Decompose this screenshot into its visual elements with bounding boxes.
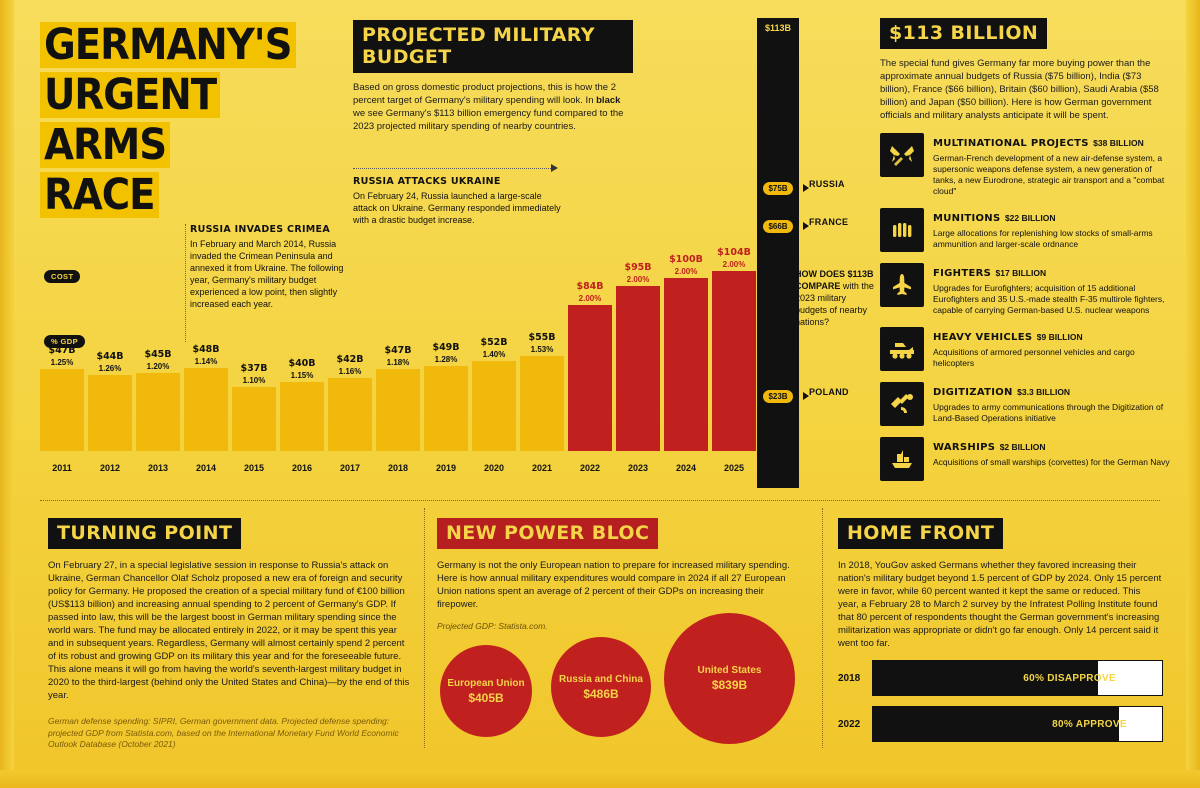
spend-text: [933, 382, 1170, 426]
bar: [520, 356, 564, 451]
circle-name: United States: [697, 665, 762, 676]
circle-value: $839B: [711, 678, 748, 692]
spend-item: [880, 133, 1170, 197]
bar: [40, 369, 84, 451]
spend-title: MULTINATIONAL PROJECTS: [933, 138, 1089, 149]
bar: [232, 387, 276, 451]
poll-bar-track: [872, 660, 1163, 696]
bar-year-label: 2024: [675, 463, 697, 473]
home-front-block: [838, 518, 1163, 742]
bar-year-label: 2013: [147, 463, 169, 473]
bar-year-label: 2015: [243, 463, 265, 473]
bar: [712, 271, 756, 451]
bar-gdp-label: 1.26%: [98, 364, 122, 373]
title-line-4: RACE: [40, 172, 159, 218]
spend-amount: $2 BILLION: [999, 442, 1046, 452]
bar-year-label: 2014: [195, 463, 217, 473]
bar-gdp-label: 2.00%: [674, 267, 698, 276]
marker-poland-country: POLAND: [809, 387, 849, 397]
bar-value-label: $47B: [384, 345, 412, 356]
bar-value-label: $47B: [48, 345, 76, 356]
bar-year-label: 2021: [531, 463, 553, 473]
bar-gdp-label: 1.14%: [194, 357, 218, 366]
bar-gdp-label: 2.00%: [578, 294, 602, 303]
bar-gdp-label: 1.10%: [242, 376, 266, 385]
spend-desc: Acquisitions of small warships (corvettes) for the German Navy: [933, 457, 1170, 467]
spend-title: MUNITIONS: [933, 213, 1001, 224]
warship-icon: [880, 437, 924, 481]
marker-russia-value: $75B: [763, 182, 792, 195]
bar-gdp-label: 1.16%: [338, 367, 362, 376]
poll-row: [838, 660, 1163, 696]
bar-value-label: $44B: [96, 351, 124, 362]
annotation-0-arrow-icon: [551, 164, 558, 172]
projected-body-part1: Based on gross domestic product projections, this is how the 2 percent target of Germany's military spending will look. In: [353, 82, 616, 106]
bar-value-label: $55B: [528, 332, 556, 343]
bar-value-label: $52B: [480, 337, 508, 348]
spend-heading-row: [933, 382, 1170, 400]
bar-gdp-label: 2.00%: [626, 275, 650, 284]
bar-year-label: 2025: [723, 463, 745, 473]
spend-desc: Upgrades to army communications through the Digitization of Land-Based Operations initiative: [933, 402, 1164, 423]
bar-gdp-label: 1.40%: [482, 350, 506, 359]
home-front-body: In 2018, YouGov asked Germans whether they favored increasing their nation's military budget beyond 1.5 percent of GDP by 2024. Only 15 percent were in favor, while 60 percent wanted it kept the same or reduced. This year, a February 28 to March 2 survey by the Infratest Polling Institute found that 80 percent of respondents thought the German government's increasing militarization was appropriate or didn't go far enough. Only 14 percent said it went too far.: [838, 560, 1162, 649]
bar-value-label: $104B: [717, 247, 751, 258]
spend-title: HEAVY VEHICLES: [933, 332, 1033, 343]
spend-amount: $38 BILLION: [1093, 138, 1144, 148]
spend-title: WARSHIPS: [933, 442, 996, 453]
bar-year-label: 2011: [52, 463, 72, 473]
bar: [376, 369, 420, 451]
bar-year-label: 2022: [579, 463, 601, 473]
spend-heading-row: [933, 263, 1170, 281]
bar-year-label: 2019: [435, 463, 457, 473]
poll-year: 2022: [838, 718, 861, 730]
projected-budget-body: [353, 81, 633, 133]
spend-text: [933, 263, 1170, 316]
marker-france-country: FRANCE: [809, 217, 849, 227]
column-divider-2: [822, 508, 823, 748]
spend-text: [933, 327, 1170, 371]
military-budget-bar-chart: [40, 247, 760, 485]
billion-intro: The special fund gives Germany far more buying power than the approximate annual budgets of Russia ($75 billion), India ($73 billion), France ($66 billion), Britain ($60 billion), Saudi Arabia ($58 billion) and Japan ($50 billion). Here is how German government officials and military analysts anticipate it will be spent.: [880, 58, 1159, 121]
marker-france: [754, 216, 802, 234]
spend-item: [880, 263, 1170, 316]
annotation-1-body: In February and March 2014, Russia invaded the Crimean Peninsula and annexed it from Ukraine. The following year, Germany's military budget experienced a low point, then slightly increased each year.: [190, 239, 344, 309]
title-line-1: GERMANY'S: [40, 22, 296, 68]
spend-heading-row: [933, 208, 1170, 226]
marker-russia-country: RUSSIA: [809, 179, 845, 189]
spend-amount: $17 BILLION: [995, 268, 1047, 278]
circle-value: $486B: [583, 686, 619, 701]
annotation-russia-attacks-ukraine: [353, 176, 568, 226]
annotation-1-title: RUSSIA INVADES CRIMEA: [190, 224, 330, 235]
compare-note-rest: with the 2023 military budgets of nearby nations?: [795, 281, 874, 327]
circle-united-states: [664, 613, 795, 744]
circle-russia-china: [551, 637, 651, 737]
circle-name: European Union: [447, 677, 525, 689]
annotation-0-body: On February 24, Russia launched a large-scale attack on Ukraine. Germany responded immediately with a drastic budget increase.: [353, 191, 561, 225]
marker-russia: [754, 178, 802, 196]
bar-value-label: $42B: [336, 354, 364, 365]
spend-amount: $22 BILLION: [1004, 213, 1056, 223]
spend-amount: $9 BILLION: [1036, 332, 1083, 342]
compare-note: [795, 268, 880, 328]
bar: [184, 368, 228, 451]
circle-european-union: [440, 645, 532, 737]
billion-heading: $113 BILLION: [880, 18, 1047, 49]
spend-heading-row: [933, 327, 1170, 345]
bar: [568, 305, 612, 451]
bar: [280, 382, 324, 451]
circle-name: Russia and China: [559, 673, 643, 685]
spend-desc: Large allocations for replenishing low stocks of small-arms ammunition and larger-scale ordnance: [933, 228, 1153, 249]
bar-gdp-label: 1.25%: [50, 358, 74, 367]
fighter-jet-icon: [880, 263, 924, 307]
poll-year: 2018: [838, 672, 861, 684]
column-divider-1: [424, 508, 425, 748]
compare-note-bold: HOW DOES $113B COMPARE: [795, 269, 874, 291]
projected-body-part2: we see Germany's $113 billion emergency fund compared to the 2023 projected military spending of nearby countries.: [353, 108, 624, 132]
spend-text: [933, 437, 1170, 481]
projected-body-bold: black: [596, 95, 621, 106]
spend-title: FIGHTERS: [933, 268, 992, 279]
bar: [424, 366, 468, 451]
armored-vehicle-icon: [880, 327, 924, 371]
bar-value-label: $49B: [432, 342, 460, 353]
bar: [328, 378, 372, 451]
legend-cost-pill: COST: [44, 270, 80, 283]
bar-value-label: $95B: [624, 262, 652, 273]
spend-item: [880, 437, 1170, 481]
bar: [136, 373, 180, 451]
new-power-body: Germany is not the only European nation to prepare for increased military spending. Here is how annual military expenditures would compare in 2024 if all 27 European Union nations spent an average of 2 percent of their GDPs on increasing their firepower.: [437, 560, 790, 610]
bar-value-label: $40B: [288, 358, 316, 369]
bar: [88, 375, 132, 451]
bar: [664, 278, 708, 451]
section-divider: [40, 500, 1160, 501]
turning-point-heading: TURNING POINT: [48, 518, 241, 549]
bar-year-label: 2023: [627, 463, 649, 473]
title-line-2: URGENT: [40, 72, 220, 118]
marker-poland: [754, 386, 802, 404]
new-power-heading: NEW POWER BLOC: [437, 518, 658, 549]
satellite-icon: [880, 382, 924, 426]
spend-heading-row: [933, 437, 1170, 455]
spend-item: [880, 208, 1170, 252]
poll-bar-track: [872, 706, 1163, 742]
bar-value-label: $48B: [192, 344, 220, 355]
spend-title: DIGITIZATION: [933, 387, 1013, 398]
bar-gdp-label: 1.15%: [290, 371, 314, 380]
bar-gdp-label: 2.00%: [722, 260, 746, 269]
new-power-source: Projected GDP: Statista.com.: [437, 620, 548, 631]
bar-value-label: $84B: [576, 281, 604, 292]
bar-year-label: 2018: [387, 463, 409, 473]
page-title: [40, 22, 340, 222]
bar: [472, 361, 516, 451]
poll-row: [838, 706, 1163, 742]
spend-text: [933, 208, 1170, 252]
billion-breakdown-panel: [880, 18, 1170, 481]
bar: [616, 286, 660, 451]
spend-text: [933, 133, 1170, 197]
new-power-bloc-block: [437, 518, 807, 631]
left-edge-gradient: [0, 0, 14, 788]
spend-heading-row: [933, 133, 1170, 151]
bar-gdp-label: 1.20%: [146, 362, 170, 371]
bottom-edge-gradient: [0, 770, 1200, 788]
spend-desc: Upgrades for Eurofighters; acquisition of 15 additional Eurofighters and 35 U.S.-made stealth F-35 multirole fighters, capable of carrying German-based U.S. nuclear weapons: [933, 283, 1165, 315]
title-line-3: ARMS: [40, 122, 170, 168]
marker-france-value: $66B: [763, 220, 792, 233]
bar-value-label: $100B: [669, 254, 703, 265]
turning-point-body: On February 27, in a special legislative session in response to Russia's attack on Ukraine, German Chancellor Olaf Scholz proposed a new era of foreign and security policy for Germany. He proposed the creation of a special military fund of €100 billion (US$113 billion) and increasing annual spending to 2 percent of Germany's GDP. If passed into law, this will be the largest boost in German military spending since the world wars. The fund may be allocated entirely in 2022, or it may be spent this year and in subsequent years. Regardless, Germany will almost certainly spend 2 percent of its robust and growing GDP on its military this year and for the foreseeable future. This alone means it will go from having the world's seventh-largest military budget in 2020 to the third-largest (behind only the United States and China)—by the end of this year.: [48, 560, 410, 701]
reference-bar-label: $113B: [764, 23, 792, 33]
home-front-heading: HOME FRONT: [838, 518, 1003, 549]
right-edge-gradient: [1186, 0, 1200, 788]
spend-desc: German-French development of a new air-defense system, a supersonic weapons defense system, a new generation of tanks, a new Eurodrone, strategic air transport and a "combat cloud": [933, 153, 1165, 196]
marker-poland-value: $23B: [763, 390, 792, 403]
annotation-0-leader-line: [353, 168, 553, 169]
circle-value: $405B: [468, 690, 504, 705]
turning-point-source: German defense spending: SIPRI, German government data. Projected defense spending: projected GDP from Statista.com, based on the International Monetary Fund World Economic Outlook Database (October 2021): [48, 716, 399, 749]
bar-gdp-label: 1.28%: [434, 355, 458, 364]
munitions-icon: [880, 208, 924, 252]
legend-gdp-pill: % GDP: [44, 335, 85, 348]
spend-item: [880, 327, 1170, 371]
poll-label: 60% DISAPPROVE: [1023, 672, 1116, 684]
turning-point-block: [48, 518, 410, 751]
bar-year-label: 2012: [99, 463, 121, 473]
projected-budget-heading: PROJECTED MILITARY BUDGET: [353, 20, 633, 73]
bar-year-label: 2017: [339, 463, 361, 473]
spend-amount: $3.3 BILLION: [1017, 387, 1071, 397]
bar-gdp-label: 1.18%: [386, 358, 410, 367]
annotation-0-title: RUSSIA ATTACKS UKRAINE: [353, 176, 501, 187]
bar-year-label: 2020: [483, 463, 505, 473]
crossed-jets-icon: [880, 133, 924, 177]
bar-gdp-label: 1.53%: [530, 345, 554, 354]
spend-desc: Acquisitions of armored personnel vehicles and cargo helicopters: [933, 347, 1135, 368]
spend-item: [880, 382, 1170, 426]
projected-budget-block: [353, 20, 633, 143]
bar-year-label: 2016: [291, 463, 313, 473]
bar-value-label: $37B: [240, 363, 268, 374]
bar-value-label: $45B: [144, 349, 172, 360]
poll-label: 80% APPROVE: [1052, 718, 1127, 730]
